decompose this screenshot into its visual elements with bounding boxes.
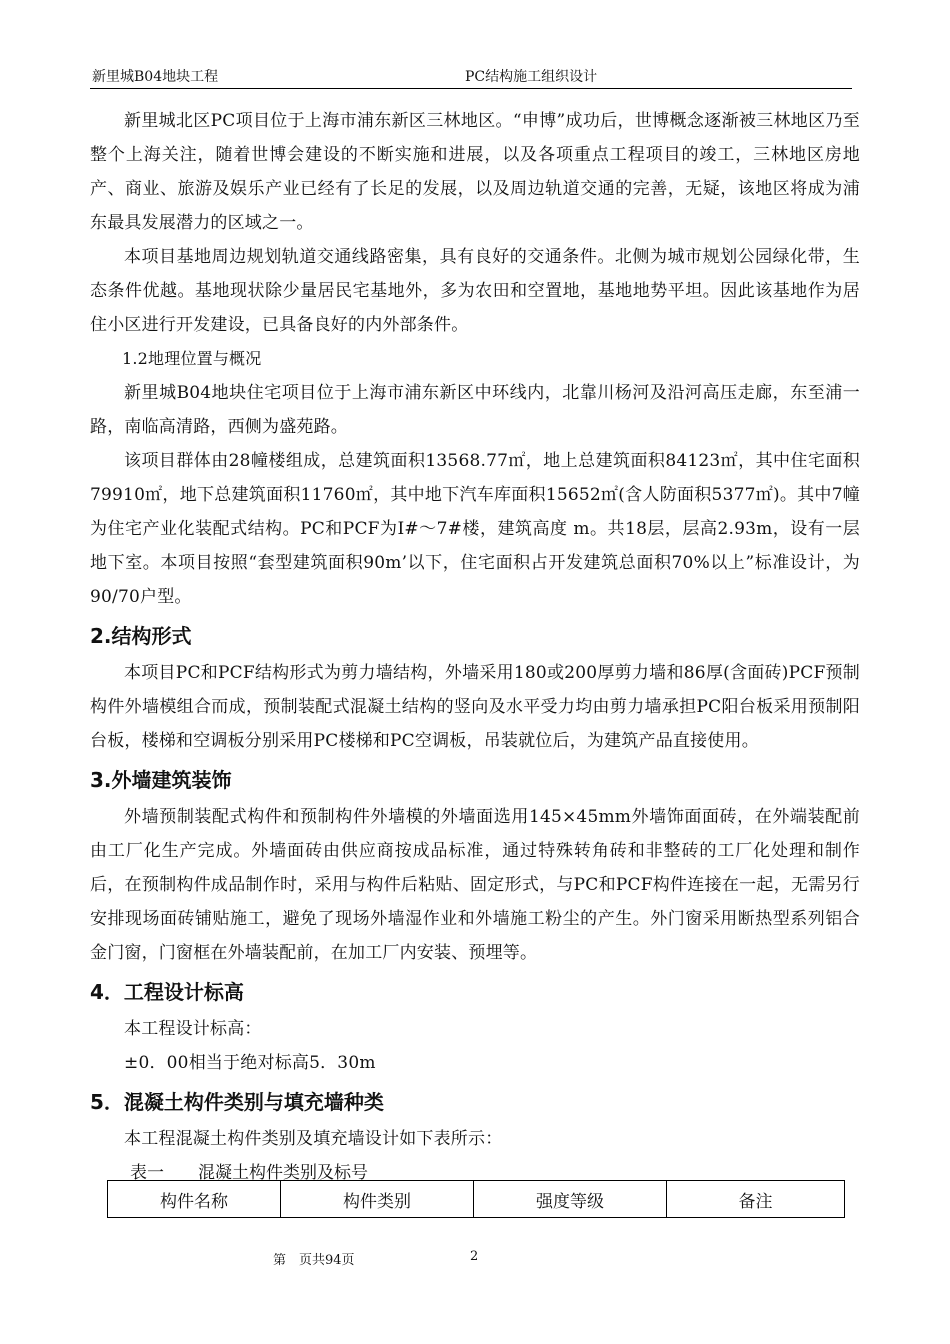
section-heading-facade: 3.外墙建筑装饰 [90,768,232,792]
table-header-cell: 构件名称 [108,1181,281,1218]
subsection-heading-1-2: 1.2地理位置与概况 [122,349,262,368]
paragraph-elevation-value: ±0．00相当于绝对标高5．30m [124,1053,376,1073]
page-header [90,66,852,89]
table-header-cell: 构件类别 [281,1181,474,1218]
paragraph-location: 新里城B04地块住宅项目位于上海市浦东新区中环线内，北靠川杨河及沿河高压走廊，东至浦一路，南临高清路，西侧为盛苑路。 [90,383,860,437]
table-header-cell: 强度等级 [474,1181,667,1218]
footer-page-text: 第 页共94页 [273,1253,355,1268]
table-header-row [108,1181,845,1218]
paragraph-facade: 外墙预制装配式构件和预制构件外墙模的外墙面选用145×45mm外墙饰面面砖，在外端装配前由工厂化生产完成。外墙面砖由供应商按成品标准，通过特殊转角砖和非整砖的工厂化处理和制作后，在预制构件成品制作时，采用与构件后粘贴、固定形式，与PC和PCF构件连接在一起，无需另行安排现场面砖铺贴施工，避免了现场外墙湿作业和外墙施工粉尘的产生。外门窗采用断热型系列铝合金门窗，门窗框在外墙装配前，在加工厂内安装、预埋等。 [90,807,860,963]
section-heading-structure: 2.结构形式 [90,624,192,648]
component-table [107,1180,845,1218]
paragraph-concrete-intro: 本工程混凝土构件类别及填充墙设计如下表所示： [124,1129,503,1149]
paragraph-building-area: 该项目群体由28幢楼组成，总建筑面积13568.77㎡，地上总建筑面积84123㎡，其中住宅面积79910㎡，地下总建筑面积11760㎡，其中地下汽车库面积15652㎡(含人防面积5377㎡)。其中7幢为住宅产业化装配式结构。PC和PCF为I#～7#楼，建筑高度 m。共18层，层高2.93m，设有一层地下室。本项目按照“套型建筑面积90m’以下，住宅面积占开发建筑总面积70%以上”标准设计，为90/70户型。 [90,451,860,607]
header-document-title: PC结构施工组织设计 [465,69,598,85]
table-header-cell: 备注 [667,1181,845,1218]
section-heading-elevation: 4．工程设计标高 [90,980,244,1004]
paragraph-elevation-intro: 本工程设计标高： [124,1019,262,1039]
paragraph-overview: 新里城北区PC项目位于上海市浦东新区三林地区。“申博”成功后，世博概念逐渐被三林地区乃至整个上海关注，随着世博会建设的不断实施和进展，以及各项重点工程项目的竣工，三林地区房地产、商业、旅游及娱乐产业已经有了长足的发展，以及周边轨道交通的完善，无疑，该地区将成为浦东最具发展潜力的区域之一。 [90,111,860,233]
header-project-name: 新里城B04地块工程 [92,69,219,85]
footer-page-number: 2 [470,1249,479,1264]
table-caption-title: 混凝土构件类别及标号 [198,1163,368,1183]
document-body [90,104,860,1190]
section-heading-concrete: 5．混凝土构件类别与填充墙种类 [90,1090,384,1114]
paragraph-structure: 本项目PC和PCF结构形式为剪力墙结构，外墙采用180或200厚剪力墙和86厚(含面砖)PCF预制构件外墙模组合而成，预制装配式混凝土结构的竖向及水平受力均由剪力墙承担PC阳台板采用预制阳台板，楼梯和空调板分别采用PC楼梯和PC空调板，吊装就位后，为建筑产品直接使用。 [90,663,860,751]
paragraph-site-conditions: 本项目基地周边规划轨道交通线路密集，具有良好的交通条件。北侧为城市规划公园绿化带，生态条件优越。基地现状除少量居民宅基地外，多为农田和空置地，基地地势平坦。因此该基地作为居住小区进行开发建设，已具备良好的内外部条件。 [90,247,860,335]
table-caption-number: 表一 [130,1163,164,1183]
